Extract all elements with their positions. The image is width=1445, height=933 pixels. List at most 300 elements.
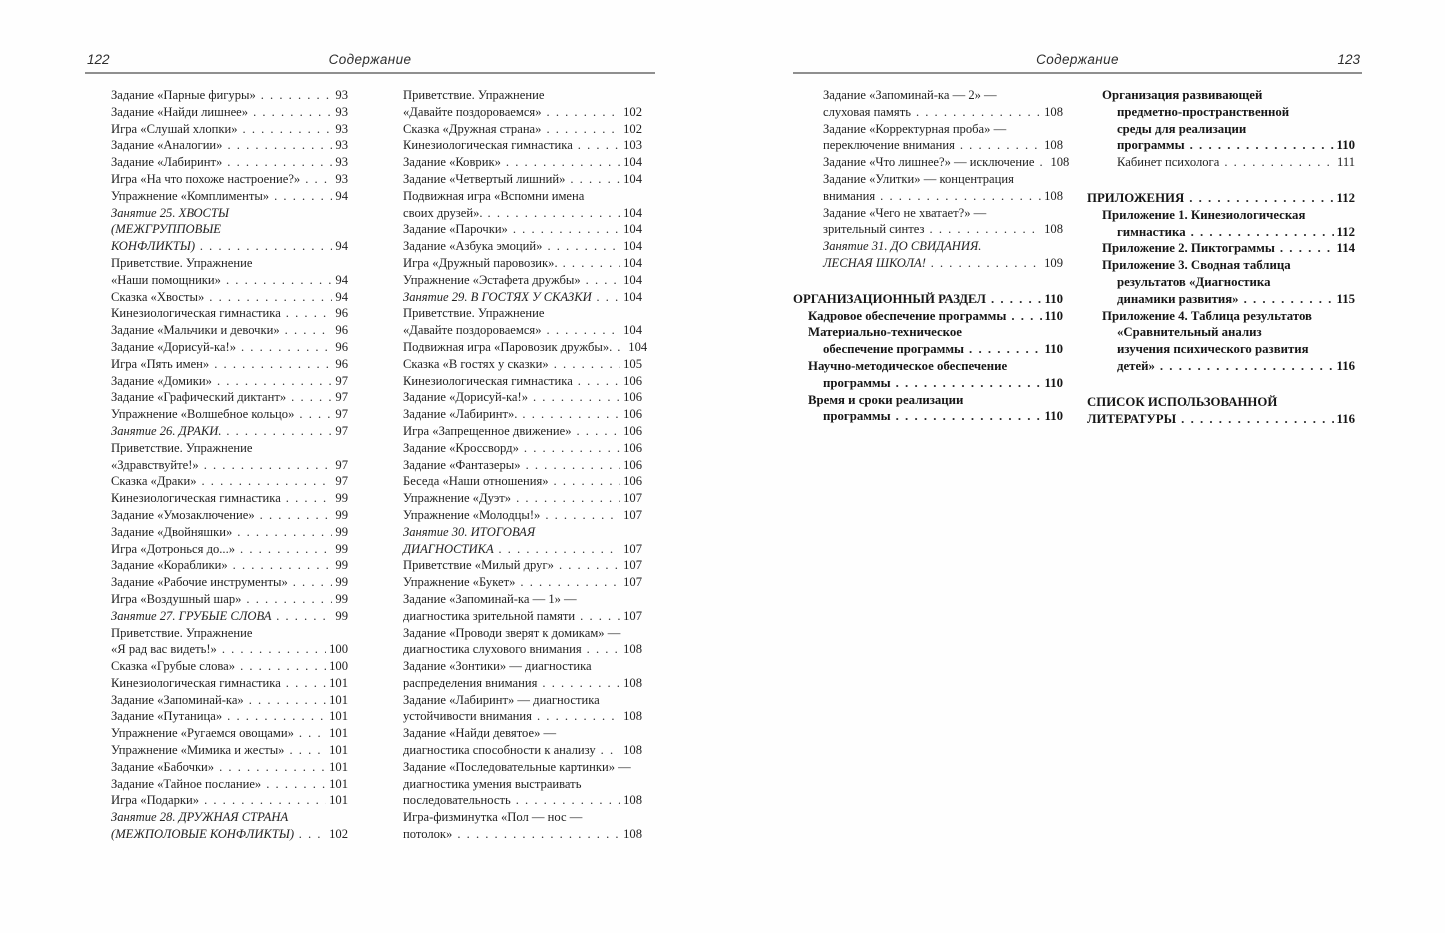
toc-entry bbox=[111, 809, 348, 843]
dot-leader bbox=[1189, 190, 1333, 207]
toc-entry bbox=[403, 137, 642, 154]
toc-page-ref: 110 bbox=[1044, 342, 1063, 357]
dot-leader bbox=[533, 389, 620, 406]
toc-entry-text: Задание «Парные фигуры» bbox=[111, 88, 256, 102]
dot-leader bbox=[299, 826, 326, 843]
toc-entry-text: Задание «Азбука эмоций» bbox=[403, 239, 543, 254]
toc-entry-text: диагностика зрительной памяти bbox=[403, 608, 576, 623]
dot-leader bbox=[524, 440, 620, 457]
toc-entry-text: Кинезиологическая гимнастика bbox=[111, 675, 281, 690]
dot-leader bbox=[214, 356, 332, 373]
toc-page-ref: 108 bbox=[1044, 138, 1063, 153]
toc-page-ref: 104 bbox=[628, 339, 648, 354]
dot-leader bbox=[601, 742, 620, 759]
toc-entry-text: Задание «Аналогии» bbox=[111, 138, 223, 153]
toc-entry-text: Задание «Лабиринт» — диагностика bbox=[403, 692, 600, 707]
toc-entry bbox=[793, 291, 1063, 308]
dot-leader bbox=[209, 289, 332, 306]
dot-leader bbox=[226, 272, 332, 289]
toc-entry bbox=[403, 457, 642, 474]
toc-entry-text: Кадровое обеспечение программы bbox=[808, 308, 1007, 323]
toc-entry-text: Занятие 31. ДО СВИДАНИЯ. bbox=[823, 239, 982, 254]
toc-entry bbox=[793, 308, 1063, 325]
toc-entry-text: последовательность bbox=[403, 793, 511, 808]
toc-entry bbox=[403, 759, 642, 809]
toc-entry bbox=[403, 809, 642, 843]
toc-entry-text: результатов «Диагностика bbox=[1117, 274, 1271, 289]
toc-entry-text: Задание «Фантазеры» bbox=[403, 457, 521, 472]
toc-entry bbox=[111, 473, 348, 490]
toc-entry-text: Упражнение «Комплименты» bbox=[111, 188, 270, 203]
toc-page-ref: 108 bbox=[1044, 104, 1063, 119]
toc-entry-text: ПРИЛОЖЕНИЯ bbox=[1087, 190, 1185, 205]
toc-entry-text: программы bbox=[823, 375, 891, 390]
toc-page-ref: 104 bbox=[623, 155, 642, 170]
toc-page-ref: 93 bbox=[335, 88, 348, 102]
dot-leader bbox=[499, 541, 620, 558]
toc-page-ref: 106 bbox=[623, 457, 642, 472]
toc-page-ref: 110 bbox=[1336, 138, 1355, 153]
toc-page-ref: 94 bbox=[335, 272, 348, 287]
toc-entry-text: Упражнение «Букет» bbox=[403, 575, 516, 590]
toc-entry-text: КОНФЛИКТЫ) bbox=[111, 239, 196, 254]
toc-entry bbox=[111, 524, 348, 541]
toc-entry bbox=[403, 507, 642, 524]
toc-entry-text: Упражнение «Молодцы!» bbox=[403, 507, 541, 522]
toc-page-ref: 99 bbox=[335, 608, 348, 623]
dot-leader bbox=[506, 154, 620, 171]
toc-columns-left bbox=[85, 87, 655, 843]
dot-leader bbox=[577, 423, 621, 440]
toc-entry-text: Задание «Домики» bbox=[111, 373, 212, 388]
dot-leader bbox=[1224, 154, 1334, 171]
toc-entry bbox=[111, 742, 348, 759]
toc-page-ref: 107 bbox=[623, 558, 642, 573]
toc-entry-text: Задание «Дорисуй-ка!» bbox=[403, 390, 528, 405]
toc-entry-text: Занятие 30. ИТОГОВАЯ bbox=[403, 524, 536, 539]
dot-leader bbox=[960, 137, 1041, 154]
toc-entry-text: Материально-техническое bbox=[808, 325, 962, 340]
dot-leader bbox=[200, 238, 332, 255]
toc-entry bbox=[111, 557, 348, 574]
toc-page-ref: 99 bbox=[335, 491, 348, 506]
toc-entry bbox=[403, 574, 642, 591]
toc-page-ref: 106 bbox=[623, 407, 642, 422]
toc-entry bbox=[111, 339, 348, 356]
toc-page-ref: 107 bbox=[623, 491, 642, 506]
toc-entry-text: Приветствие. Упражнение bbox=[403, 306, 545, 321]
dot-leader bbox=[896, 375, 1042, 392]
toc-page-ref: 102 bbox=[623, 104, 642, 119]
toc-entry bbox=[111, 104, 348, 121]
toc-entry-text: Задание «Парочки» bbox=[403, 222, 508, 237]
dot-leader bbox=[266, 776, 326, 793]
toc-page-ref: 102 bbox=[623, 121, 642, 136]
toc-entry-text: Задание «Зонтики» — диагностика bbox=[403, 659, 592, 674]
toc-page-ref: 109 bbox=[1044, 255, 1063, 270]
toc-page-ref: 108 bbox=[1044, 222, 1063, 237]
dot-leader bbox=[260, 507, 333, 524]
toc-page-ref: 100 bbox=[329, 659, 348, 674]
toc-page-ref: 99 bbox=[335, 558, 348, 573]
dot-leader bbox=[243, 121, 333, 138]
toc-page-ref: 97 bbox=[335, 390, 348, 405]
toc-entry bbox=[403, 591, 642, 625]
toc-page-ref: 97 bbox=[335, 457, 348, 472]
running-title-right: Содержание bbox=[1036, 52, 1119, 67]
toc-entry-text: Задание «Проводи зверят к домикам» — bbox=[403, 625, 621, 640]
toc-page-ref: 94 bbox=[335, 188, 348, 203]
toc-entry-text: Сказка «В гостях у сказки» bbox=[403, 356, 549, 371]
toc-page-ref: 115 bbox=[1336, 291, 1355, 306]
toc-entry-text: Задание «Четвертый лишний» bbox=[403, 171, 566, 186]
toc-entry bbox=[111, 87, 348, 104]
page-123 bbox=[793, 48, 1362, 427]
toc-page-ref: 110 bbox=[1044, 375, 1063, 390]
dot-leader bbox=[1280, 240, 1334, 257]
toc-page-ref: 107 bbox=[623, 608, 642, 623]
dot-leader bbox=[526, 457, 621, 474]
toc-entry-text: переключение внимания bbox=[823, 138, 955, 153]
toc-page-ref: 93 bbox=[335, 104, 348, 119]
toc-entry-text: диагностика умения выстраивать bbox=[403, 776, 582, 791]
toc-entry-text: слуховая память bbox=[823, 104, 911, 119]
dot-leader bbox=[222, 641, 326, 658]
toc-page-ref: 99 bbox=[335, 507, 348, 522]
dot-leader bbox=[261, 87, 333, 104]
dot-leader bbox=[547, 104, 621, 121]
toc-entry bbox=[403, 188, 642, 222]
dot-leader bbox=[299, 406, 332, 423]
dot-leader bbox=[522, 406, 620, 423]
toc-entry-text: Организация развивающей bbox=[1102, 88, 1263, 102]
toc-entry bbox=[111, 188, 348, 205]
toc-entry-text: Занятие 25. ХВОСТЫ bbox=[111, 205, 229, 220]
toc-entry-text: Занятие 28. ДРУЖНАЯ СТРАНА bbox=[111, 810, 289, 825]
toc-entry bbox=[111, 322, 348, 339]
dot-leader bbox=[291, 389, 332, 406]
toc-entry bbox=[403, 692, 642, 726]
toc-entry-text: Научно-методическое обеспечение bbox=[808, 358, 1008, 373]
toc-entry bbox=[111, 574, 348, 591]
dot-leader bbox=[286, 490, 333, 507]
toc-entry bbox=[403, 490, 642, 507]
toc-page-ref: 107 bbox=[623, 541, 642, 556]
toc-entry-text: «Сравнительный анализ bbox=[1117, 325, 1262, 340]
dot-leader bbox=[202, 473, 333, 490]
dot-leader bbox=[285, 322, 333, 339]
dot-leader bbox=[545, 507, 620, 524]
toc-entry-text: Приветствие. Упражнение bbox=[111, 625, 253, 640]
dot-leader bbox=[896, 408, 1042, 425]
dot-leader bbox=[520, 574, 620, 591]
toc-page-ref: 101 bbox=[329, 776, 348, 791]
toc-page-ref: 93 bbox=[335, 121, 348, 136]
dot-leader bbox=[249, 692, 326, 709]
toc-entry bbox=[111, 608, 348, 625]
toc-entry bbox=[111, 289, 348, 306]
dot-leader bbox=[227, 137, 332, 154]
toc-entry bbox=[1087, 87, 1355, 154]
dot-leader bbox=[305, 171, 332, 188]
dot-leader bbox=[1191, 224, 1334, 241]
toc-entry-text: Задание «Коврик» bbox=[403, 155, 501, 170]
toc-page-ref: 108 bbox=[623, 709, 642, 724]
toc-entry bbox=[111, 305, 348, 322]
toc-entry-text: «Здравствуйте!» bbox=[111, 457, 199, 472]
toc-page-ref: 101 bbox=[329, 743, 348, 758]
toc-entry bbox=[403, 625, 642, 659]
toc-entry-text: ЛЕСНАЯ ШКОЛА! bbox=[823, 255, 926, 270]
dot-leader bbox=[916, 104, 1041, 121]
toc-page-ref: 112 bbox=[1336, 190, 1355, 205]
toc-entry-text: среды для реализации bbox=[1117, 121, 1247, 136]
toc-entry-text: Задание «Запоминай-ка — 1» — bbox=[403, 591, 577, 606]
toc-entry bbox=[403, 87, 642, 121]
toc-entry-text: Задание «Корректурная проба» — bbox=[823, 121, 1007, 136]
dot-leader bbox=[219, 759, 326, 776]
dot-leader bbox=[241, 339, 332, 356]
toc-entry-text: Задание «Бабочки» bbox=[111, 759, 215, 774]
toc-page-ref: 99 bbox=[335, 541, 348, 556]
toc-entry bbox=[111, 776, 348, 793]
toc-entry bbox=[793, 324, 1063, 358]
running-head-right bbox=[793, 48, 1362, 74]
toc-entry-text: Занятие 27. ГРУБЫЕ СЛОВА bbox=[111, 608, 272, 623]
dot-leader bbox=[969, 341, 1041, 358]
toc-entry-text: Задание «Двойняшки» bbox=[111, 524, 233, 539]
toc-entry-text: Задание «Найди девятое» — bbox=[403, 726, 557, 741]
toc-entry bbox=[1087, 207, 1355, 241]
toc-entry bbox=[111, 255, 348, 289]
toc-page-ref: 101 bbox=[329, 759, 348, 774]
dot-leader bbox=[246, 591, 332, 608]
toc-entry bbox=[403, 221, 642, 238]
toc-entry bbox=[111, 423, 348, 440]
toc-entry-text: Кинезиологическая гимнастика bbox=[111, 491, 281, 506]
dot-leader bbox=[537, 708, 620, 725]
dot-leader bbox=[204, 792, 326, 809]
dot-leader bbox=[570, 171, 620, 188]
toc-column-right-2 bbox=[1087, 87, 1355, 427]
dot-leader bbox=[586, 272, 620, 289]
toc-entry bbox=[403, 255, 642, 272]
dot-leader bbox=[274, 188, 332, 205]
toc-page-ref: 116 bbox=[1336, 411, 1355, 426]
toc-entry-text: Приветствие «Милый друг» bbox=[403, 558, 554, 573]
toc-page-ref: 101 bbox=[329, 726, 348, 741]
toc-entry-text: Приветствие. Упражнение bbox=[111, 255, 253, 270]
toc-page-ref: 101 bbox=[329, 675, 348, 690]
page-number-right: 123 bbox=[1337, 52, 1360, 67]
dot-leader bbox=[1011, 308, 1041, 325]
toc-page-ref: 108 bbox=[623, 675, 642, 690]
toc-column-right-1 bbox=[793, 87, 1070, 427]
toc-entry bbox=[403, 389, 642, 406]
toc-entry bbox=[403, 171, 642, 188]
toc-entry bbox=[111, 356, 348, 373]
toc-page-ref: 96 bbox=[335, 356, 348, 371]
toc-entry bbox=[403, 406, 642, 423]
toc-entry bbox=[403, 557, 642, 574]
toc-entry bbox=[793, 238, 1063, 272]
dot-leader bbox=[578, 137, 620, 154]
toc-entry bbox=[403, 121, 642, 138]
toc-entry bbox=[403, 305, 642, 339]
toc-entry-text: Задание «Найди лишнее» bbox=[111, 104, 249, 119]
toc-entry-text: распределения внимания bbox=[403, 675, 538, 690]
toc-entry-text: «Наши помощники» bbox=[111, 272, 221, 287]
dot-leader bbox=[578, 373, 620, 390]
toc-entry bbox=[403, 373, 642, 390]
toc-page-ref: 110 bbox=[1044, 409, 1063, 424]
dot-leader bbox=[299, 725, 326, 742]
toc-entry-text: Приложение 1. Кинезиологическая bbox=[1102, 207, 1306, 222]
toc-page-ref: 108 bbox=[623, 642, 642, 657]
toc-entry-text: Задание «Графический диктант» bbox=[111, 390, 287, 405]
toc-entry bbox=[403, 272, 642, 289]
toc-entry bbox=[1087, 154, 1355, 171]
toc-entry bbox=[1087, 394, 1355, 428]
toc-entry bbox=[403, 339, 648, 356]
toc-page-ref: 111 bbox=[1337, 155, 1355, 170]
page-122 bbox=[85, 48, 655, 843]
dot-leader bbox=[286, 305, 333, 322]
dot-leader bbox=[546, 121, 620, 138]
toc-entry-text: Задание «Рабочие инструменты» bbox=[111, 575, 288, 590]
dot-leader bbox=[1160, 358, 1334, 375]
toc-entry bbox=[111, 675, 348, 692]
page-number-left: 122 bbox=[87, 52, 110, 67]
toc-entry-text: Приветствие. Упражнение bbox=[403, 88, 545, 102]
toc-entry-text: зрительный синтез bbox=[823, 222, 925, 237]
toc-page-ref: 108 bbox=[1050, 155, 1070, 170]
toc-entry-text: ОРГАНИЗАЦИОННЫЙ РАЗДЕЛ bbox=[793, 291, 986, 306]
dot-leader bbox=[457, 826, 620, 843]
toc-page-ref: 103 bbox=[623, 138, 642, 153]
dot-leader bbox=[513, 221, 620, 238]
toc-entry-text: Игра «Воздушный шар» bbox=[111, 591, 242, 606]
toc-entry bbox=[403, 289, 642, 306]
toc-entry-text: Приложение 2. Пиктограммы bbox=[1102, 241, 1275, 256]
toc-page-ref: 96 bbox=[335, 323, 348, 338]
toc-entry-text: Игра «Слушай хлопки» bbox=[111, 121, 238, 136]
toc-entry bbox=[111, 154, 348, 171]
toc-entry-text: Кинезиологическая гимнастика bbox=[111, 306, 281, 321]
toc-entry bbox=[111, 591, 348, 608]
toc-page-ref: 97 bbox=[335, 407, 348, 422]
toc-page-ref: 104 bbox=[623, 171, 642, 186]
dot-leader bbox=[880, 188, 1041, 205]
toc-entry bbox=[793, 154, 1070, 171]
toc-entry-text: Приложение 3. Сводная таблица bbox=[1102, 258, 1291, 273]
toc-entry-text: Сказка «Дружная страна» bbox=[403, 121, 542, 136]
toc-entry-text: Задание «Кораблики» bbox=[111, 558, 228, 573]
toc-entry-text: Задание «Запоминай-ка» bbox=[111, 692, 244, 707]
toc-entry-text: ДИАГНОСТИКА bbox=[403, 541, 494, 556]
dot-leader bbox=[554, 356, 620, 373]
toc-entry-text: Игра «Дотронься до...» bbox=[111, 541, 236, 556]
dot-leader bbox=[286, 675, 326, 692]
toc-page-ref: 107 bbox=[623, 575, 642, 590]
running-head-left bbox=[85, 48, 655, 74]
toc-entry-text: Сказка «Драки» bbox=[111, 474, 197, 489]
toc-page-ref: 102 bbox=[329, 827, 348, 842]
toc-entry-text: Задание «Что лишнее?» — исключение bbox=[823, 155, 1035, 170]
dot-leader bbox=[289, 742, 326, 759]
dot-leader bbox=[204, 457, 333, 474]
toc-page-ref: 112 bbox=[1336, 224, 1355, 239]
toc-entry-text: Кинезиологическая гимнастика bbox=[403, 138, 573, 153]
toc-entry bbox=[1087, 240, 1355, 257]
toc-entry bbox=[403, 154, 642, 171]
toc-entry-text: Приложение 4. Таблица результатов bbox=[1102, 308, 1312, 323]
toc-page-ref: 110 bbox=[1044, 308, 1063, 323]
toc-page-ref: 97 bbox=[335, 474, 348, 489]
toc-entry-text: СПИСОК ИСПОЛЬЗОВАННОЙ bbox=[1087, 394, 1278, 409]
toc-page-ref: 104 bbox=[623, 272, 642, 287]
toc-entry bbox=[1087, 190, 1355, 207]
toc-entry-text: Упражнение «Мимика и жесты» bbox=[111, 743, 285, 758]
dot-leader bbox=[1181, 411, 1333, 428]
toc-entry-text: Беседа «Наши отношения» bbox=[403, 474, 549, 489]
dot-leader bbox=[617, 339, 625, 356]
toc-entry bbox=[793, 205, 1063, 239]
toc-entry-text: Игра «Дружный паровозик». bbox=[403, 255, 558, 270]
toc-page-ref: 94 bbox=[335, 289, 348, 304]
toc-page-ref: 110 bbox=[1044, 291, 1063, 306]
toc-entry bbox=[111, 625, 348, 659]
dot-leader bbox=[597, 289, 620, 306]
toc-page-ref: 108 bbox=[1044, 188, 1063, 203]
toc-entry-text: Игра «Пять имен» bbox=[111, 356, 210, 371]
toc-entry-text: Игра «Запрещенное движение» bbox=[403, 423, 572, 438]
toc-page-ref: 93 bbox=[335, 171, 348, 186]
toc-entry-text: Упражнение «Ругаемся овощами» bbox=[111, 726, 294, 741]
toc-entry-text: «Давайте поздороваемся» bbox=[403, 323, 542, 338]
toc-page-ref: 93 bbox=[335, 155, 348, 170]
toc-page-ref: 99 bbox=[335, 524, 348, 539]
toc-entry bbox=[111, 121, 348, 138]
dot-leader bbox=[991, 291, 1042, 308]
toc-entry bbox=[111, 507, 348, 524]
toc-entry bbox=[1087, 257, 1355, 307]
dot-leader bbox=[587, 641, 620, 658]
dot-leader bbox=[542, 675, 620, 692]
toc-entry-text: Игра «На что похоже настроение?» bbox=[111, 171, 301, 186]
toc-entry-text: устойчивости внимания bbox=[403, 709, 532, 724]
toc-entry bbox=[111, 205, 348, 255]
dot-leader bbox=[580, 608, 620, 625]
dot-leader bbox=[930, 221, 1042, 238]
toc-entry-text: Задание «Запоминай-ка — 2» — bbox=[823, 88, 997, 102]
toc-entry bbox=[403, 356, 642, 373]
dot-leader bbox=[931, 255, 1041, 272]
toc-page-ref: 108 bbox=[623, 827, 642, 842]
toc-entry-text: диагностика способности к анализу bbox=[403, 743, 596, 758]
toc-page-ref: 100 bbox=[329, 642, 348, 657]
dot-leader bbox=[547, 238, 620, 255]
toc-page-ref: 99 bbox=[335, 575, 348, 590]
dot-leader bbox=[547, 322, 621, 339]
dot-leader bbox=[1190, 137, 1334, 154]
running-title-left: Содержание bbox=[328, 52, 412, 67]
toc-entry bbox=[111, 658, 348, 675]
toc-entry-text: Кабинет психолога bbox=[1117, 155, 1220, 170]
toc-entry-text: внимания bbox=[823, 188, 876, 203]
toc-entry bbox=[403, 423, 642, 440]
toc-entry bbox=[403, 238, 642, 255]
